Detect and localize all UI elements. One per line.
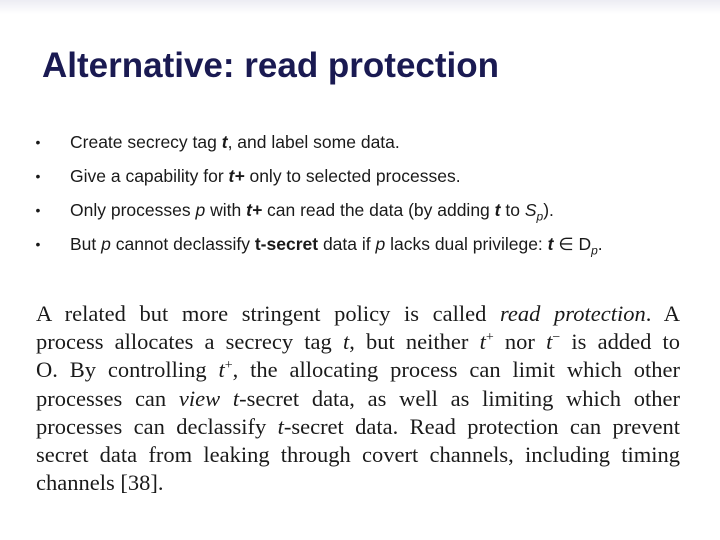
- bullet-text: ).: [543, 200, 554, 220]
- bullet-item: [30, 162, 710, 196]
- bullet-text: p: [375, 234, 386, 254]
- excerpt-line: processes can declassify t-secret data. Read protection can prevent: [36, 413, 680, 439]
- bullet-text: data if: [318, 234, 376, 254]
- bullet-text: p: [536, 209, 544, 224]
- bullet-item: [30, 230, 710, 264]
- bullet-text: only to selected processes.: [244, 166, 461, 186]
- bullet-text: ∈ D: [553, 234, 592, 254]
- bullet-dot-icon: •: [35, 168, 41, 184]
- top-gradient-bar: [0, 0, 720, 14]
- bullet-text: with: [205, 200, 247, 220]
- excerpt-line: channels [38].: [36, 470, 164, 496]
- bullet-text: t+: [228, 166, 245, 186]
- bullet-dot-icon: •: [35, 134, 41, 150]
- paper-excerpt: [36, 300, 680, 497]
- bullet-text: t: [221, 132, 228, 152]
- bullet-text: lacks dual privilege:: [385, 234, 548, 254]
- bullet-text: p: [591, 243, 598, 258]
- bullet-text: Create secrecy tag: [70, 132, 222, 152]
- bullet-text: cannot declassify: [110, 234, 255, 254]
- bullet-text: .: [597, 234, 603, 254]
- bullet-text: can read the data (by adding: [262, 200, 495, 220]
- excerpt-line: process allocates a secrecy tag t, but neither t+ nor t− is added to: [36, 329, 681, 355]
- bullet-text: to: [500, 200, 525, 220]
- excerpt-line: processes can view t-secret data, as well as limiting which other: [36, 385, 680, 411]
- bullet-dot-icon: •: [35, 202, 41, 218]
- bullet-item: [30, 196, 710, 230]
- bullet-text: Give a capability for: [70, 166, 229, 186]
- excerpt-line: secret data from leaking through covert channels, including timing: [36, 442, 680, 468]
- excerpt-line: O. By controlling t+, the allocating process can limit which other: [36, 357, 680, 383]
- bullet-item: [30, 128, 710, 162]
- bullet-text: Only processes: [70, 200, 196, 220]
- bullet-text: t: [494, 200, 501, 220]
- bullet-dot-icon: •: [35, 236, 41, 252]
- bullet-text: t-secret: [254, 234, 319, 254]
- bullet-text: But: [70, 234, 102, 254]
- bullet-text: t+: [246, 200, 263, 220]
- slide-title: Alternative: read protection: [42, 46, 500, 85]
- excerpt-line: A related but more stringent policy is called read protection. A: [36, 301, 680, 326]
- bullet-text: p: [195, 200, 206, 220]
- bullet-text: S: [524, 200, 537, 220]
- bullet-text: t: [547, 234, 554, 254]
- bullet-list: [30, 128, 710, 264]
- bullet-text: , and label some data.: [227, 132, 400, 152]
- bullet-text: p: [101, 234, 111, 254]
